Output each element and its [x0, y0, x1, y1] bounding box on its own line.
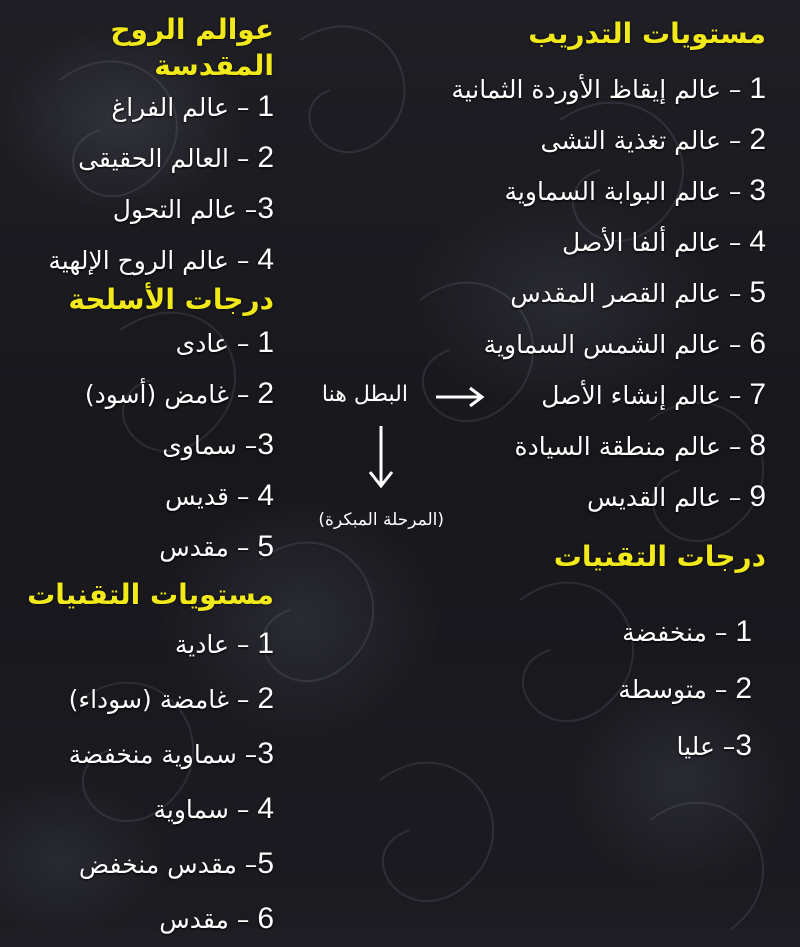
list-item: 1 – عادى: [175, 326, 274, 359]
list-item: 4 – عالم ألفا الأصل: [562, 225, 766, 258]
list-item: 5 – عالم القصر المقدس: [510, 276, 766, 309]
spirit-worlds-title: عوالم الروح المقدسة: [110, 13, 274, 82]
list-item: 8 – عالم منطقة السيادة: [514, 429, 766, 462]
list-item: 4 – سماوية: [153, 792, 274, 825]
technique-grades-list: [532, 604, 752, 775]
list-item: 7 – عالم إنشاء الأصل: [541, 378, 766, 411]
list-item: 3– عليا: [676, 729, 752, 762]
list-item: 3 – عالم البوابة السماوية: [504, 174, 766, 207]
list-item: 2 – غامض (أسود): [84, 377, 274, 410]
list-item: 3– سماوى: [162, 428, 274, 461]
weapon-grades-title: درجات الأسلحة: [68, 283, 274, 316]
technique-levels-list: [4, 617, 274, 947]
training-levels-list: [426, 64, 766, 523]
list-item: 1 – عالم الفراغ: [111, 90, 274, 123]
technique-grades-title: درجات التقنيات: [553, 540, 766, 573]
list-item: 6 – مقدس: [159, 902, 274, 935]
list-item: 2 – العالم الحقيقى: [78, 141, 274, 174]
list-item: 2 – عالم تغذية التشى: [540, 123, 766, 156]
early-stage-label: (المرحلة المبكرة): [318, 510, 444, 530]
list-item: 5 – مقدس: [159, 530, 274, 563]
technique-levels-title: مستويات التقنيات: [27, 578, 274, 611]
list-item: 2 – غامضة (سوداء): [68, 682, 274, 715]
hero-here-label: البطل هنا: [321, 382, 408, 407]
training-levels-title: مستويات التدريب: [528, 17, 766, 50]
list-item: 3– عالم التحول: [112, 192, 274, 225]
list-item: 5– مقدس منخفض: [78, 847, 274, 880]
weapon-grades-list: [4, 318, 274, 573]
right-column: [426, 16, 766, 575]
list-item: 2 – متوسطة: [618, 672, 752, 705]
spirit-worlds-list: [4, 82, 274, 286]
list-item: 4 – عالم الروح الإلهية: [48, 243, 274, 276]
list-item: 6 – عالم الشمس السماوية: [483, 327, 766, 360]
list-item: 4 – قديس: [165, 479, 274, 512]
list-item: 1 – عادية: [174, 627, 274, 660]
left-column: [4, 12, 274, 947]
list-item: 1 – منخفضة: [622, 615, 752, 648]
list-item: 1 – عالم إيقاظ الأوردة الثمانية: [451, 72, 766, 105]
arrow-down-icon: [366, 424, 396, 490]
list-item: 9 – عالم القديس: [587, 480, 766, 513]
list-item: 3– سماوية منخفضة: [68, 737, 274, 770]
